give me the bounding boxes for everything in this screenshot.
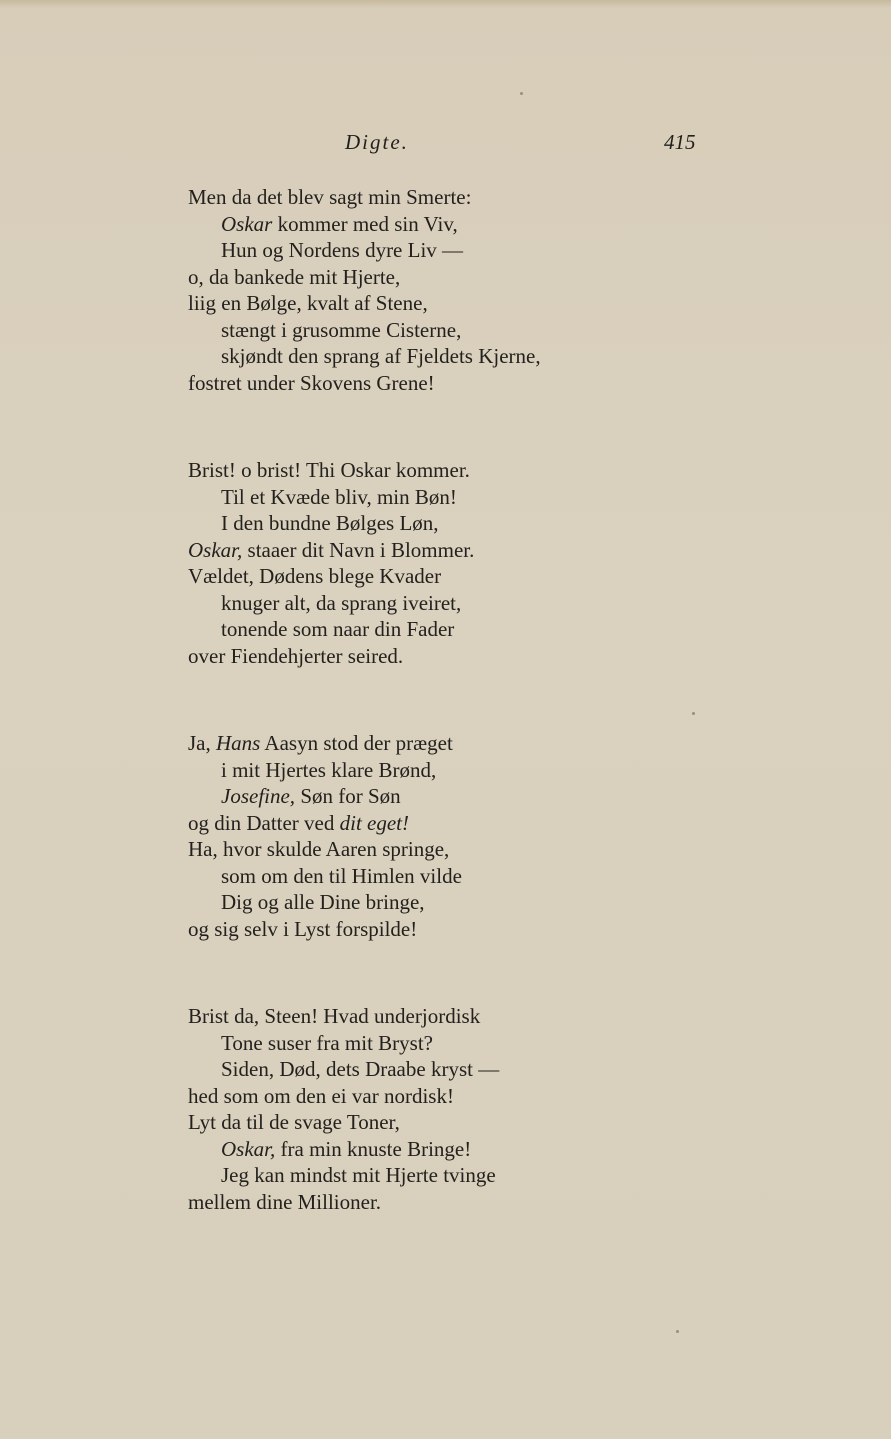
line-text: I den bundne Bølges Løn, [221, 511, 439, 535]
line-text: Ha, hvor skulde Aaren springe, [188, 837, 450, 861]
line-text: tonende som naar din Fader [221, 617, 455, 641]
poem-line [188, 211, 648, 238]
poem-line [188, 484, 648, 511]
poem-line [188, 863, 648, 890]
poem-line [188, 290, 648, 317]
poem-line [188, 1003, 648, 1030]
italic-name: Oskar, [188, 537, 243, 562]
line-text: hed som om den ei var nordisk! [188, 1083, 454, 1108]
poem-line [188, 1136, 648, 1163]
poem-line [188, 836, 648, 863]
line-text: i mit Hjertes klare Brønd, [221, 757, 437, 782]
poem-line [188, 317, 648, 344]
line-text: Siden, Død, dets Draabe kryst — [221, 1057, 500, 1081]
italic-name: Oskar [221, 211, 273, 236]
poem-body [188, 184, 648, 1215]
poem-line [188, 810, 648, 837]
line-text: Men da det blev sagt min Smerte: [188, 185, 472, 209]
line-text: kommer med sin Viv, [272, 211, 458, 236]
italic-name: Oskar, [221, 1136, 276, 1161]
line-text: Dig og alle Dine bringe, [221, 890, 425, 914]
line-text: Lyt da til de svage Toner, [188, 1110, 400, 1134]
line-text: og sig selv i Lyst forspilde! [188, 916, 418, 941]
line-text: og din Datter ved [188, 810, 340, 835]
line-text: Til et Kvæde bliv, min Bøn! [221, 484, 457, 509]
italic-name: dit eget! [339, 810, 410, 835]
line-text: skjøndt den sprang af Fjeldets Kjerne, [221, 344, 541, 368]
line-text: Vældet, Dødens blege Kvader [188, 564, 442, 588]
poem-line [188, 730, 648, 757]
line-text: Aasyn stod der præget [260, 731, 453, 755]
poem-line [188, 1056, 648, 1083]
paper-speck [692, 712, 695, 715]
line-text: fostret under Skovens Grene! [188, 370, 435, 395]
line-text: som om den til Himlen vilde [221, 863, 462, 888]
poem-line [188, 184, 648, 211]
line-text: Tone suser fra mit Bryst? [221, 1030, 433, 1055]
line-text: liig en Bølge, kvalt af Stene, [188, 291, 428, 315]
poem-line [188, 1189, 648, 1216]
line-text: knuger alt, da sprang iveiret, [221, 590, 462, 615]
poem-line [188, 757, 648, 784]
line-text: fra min knuste Bringe! [275, 1136, 472, 1161]
poem-line [188, 1030, 648, 1057]
poem-line [188, 370, 648, 397]
poem-line [188, 889, 648, 916]
line-text: stængt i grusomme Cisterne, [221, 317, 462, 342]
poem-line [188, 537, 648, 564]
line-text: Brist! o brist! Thi Oskar kommer. [188, 458, 470, 482]
poem-line [188, 643, 648, 670]
line-text: Ja, [188, 731, 216, 755]
stanza [188, 730, 648, 942]
line-text: o, da bankede mit Hjerte, [188, 264, 401, 289]
paper-speck [676, 1330, 679, 1333]
line-text: Søn for Søn [295, 784, 401, 808]
poem-line [188, 616, 648, 643]
running-title: Digte. [345, 130, 409, 154]
poem-line [188, 510, 648, 537]
poem-line [188, 563, 648, 590]
poem-line [188, 1109, 648, 1136]
paper-speck [520, 92, 523, 95]
italic-name: Josefine, [221, 784, 296, 808]
stanza [188, 1003, 648, 1215]
line-text: staaer dit Navn i Blommer. [242, 537, 475, 562]
poem-line [188, 1083, 648, 1110]
poem-line [188, 343, 648, 370]
poem-line [188, 916, 648, 943]
line-text: Brist da, Steen! Hvad underjordisk [188, 1004, 481, 1028]
italic-name: Hans [216, 731, 261, 755]
line-text: Jeg kan mindst mit Hjerte tvinge [221, 1163, 496, 1187]
poem-line [188, 1162, 648, 1189]
stanza [188, 184, 648, 396]
line-text: over Fiendehjerter seired. [188, 643, 404, 668]
poem-line [188, 590, 648, 617]
line-text: Hun og Nordens dyre Liv — [221, 238, 464, 262]
line-text: mellem dine Millioner. [188, 1189, 382, 1214]
page-top-edge [0, 0, 891, 8]
stanza [188, 457, 648, 669]
poem-line [188, 237, 648, 264]
poem-line [188, 783, 648, 810]
poem-line [188, 457, 648, 484]
poem-line [188, 264, 648, 291]
page-number: 415 [664, 130, 696, 154]
page-header [0, 130, 891, 160]
